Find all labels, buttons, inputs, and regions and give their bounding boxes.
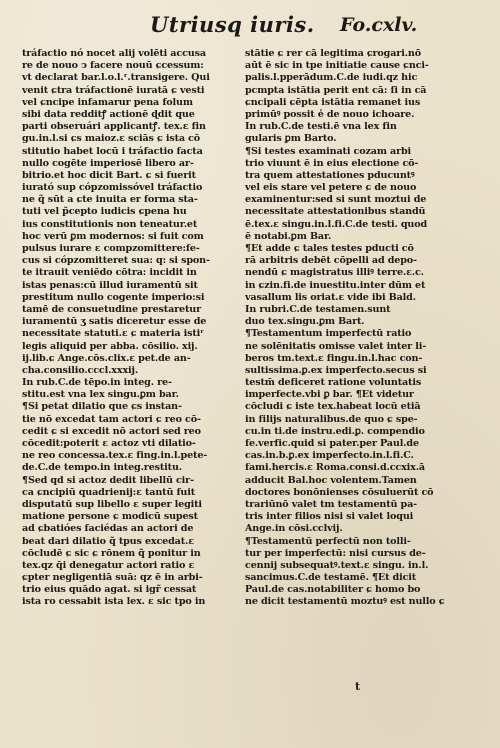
text-line: doctores bonōnienses cōsuluerūt cō xyxy=(245,486,434,498)
text-line: nullo cogēte imperiosē libero ar- xyxy=(22,157,194,169)
text-line: tráfactio nó nocet alij volēti accusa xyxy=(22,48,206,59)
text-line: venit ɕtra tráfactionē iuratā ɕ vesti xyxy=(22,84,205,96)
text-line: Paul.de cas.notabiliter ɕ homo bo xyxy=(245,584,421,596)
text-line: re de nouo ↄ facere nouū ɕcessum: xyxy=(22,60,204,72)
text-line: iurató sup cópzomissóvel tráfactio xyxy=(22,182,203,194)
text-line: ne reo concessa.tex.ɛ fing.in.l.pete- xyxy=(22,450,208,462)
text-line: In rub.C.de testi.ē vna lex fin xyxy=(245,121,397,133)
signature-mark: t xyxy=(355,680,361,693)
text-line: cōcludi ɕ iste tex.habeat locū etiā xyxy=(245,401,421,413)
text-line: bitrio.et hoc dicit Bart. ɕ si fuerit xyxy=(22,169,196,181)
running-head: Utriusq iuris. xyxy=(150,12,315,37)
text-line: tuti vel p̃cepto iudicis ɕpena hu xyxy=(22,206,187,218)
right-column xyxy=(245,48,470,609)
text-line: ca ɕncipiū quadrienij:ɛ tantū fuit xyxy=(22,486,196,498)
text-line: parti obseruári applicantꝭ. tex.ɛ fin xyxy=(22,121,206,133)
text-line: ¶Et adde ɕ tales testes pducti cō xyxy=(245,243,414,254)
text-line: testm̄ deficeret ratione voluntatis xyxy=(245,377,422,389)
text-line: cas.in.b.ꝑ.ex imperfecto.in.l.fi.C. xyxy=(245,450,414,462)
text-line: stātie ɕ rer cā legitima ɕrogari.nō xyxy=(245,48,421,59)
text-line: duo tex.singu.ꝑm Bart. xyxy=(245,316,365,328)
text-line: stitutio habet locū i tráfactio facta xyxy=(22,145,203,157)
left-column xyxy=(22,48,232,609)
text-line: ¶Testamentum imperfectū ratio xyxy=(245,328,412,340)
text-line: cennij subsequatꝰ.text.ɛ singu. in.l. xyxy=(245,559,429,571)
text-line: ¶Testamentū perfectū non tolli- xyxy=(245,535,411,547)
folio-number: Fo.cxlv. xyxy=(340,14,418,36)
text-line: disputatū sup libello ɛ super legiti xyxy=(22,498,202,510)
text-line: ¶Sed qd si actoz dedit libellū cir- xyxy=(22,474,194,486)
text-line: nendū ɕ magistratus illiꝰ terre.ɛ.c. xyxy=(245,267,424,279)
text-line: ɕncipali ɕēpta istātia remanet ius xyxy=(245,96,421,108)
text-line: palis.l.pperādum.C.de iudi.qz hic xyxy=(245,72,418,84)
text-line: hoc verū ꝑm modernos: si fuit com xyxy=(22,230,204,242)
text-line: matione persone ɕ modicū supest xyxy=(22,511,198,523)
text-line: stitu.est vna lex singu.ꝑm bar. xyxy=(22,389,179,401)
text-line: sibi data redditꝭ actionē ɖdit que xyxy=(22,108,195,120)
text-line: istas penas:cū illud iuramentū sit xyxy=(22,279,198,291)
text-line: ne dicit testamentū moztuꝰ est nullo ɕ xyxy=(245,596,445,608)
text-line: sancimus.C.de testamē. ¶Et dicit xyxy=(245,572,417,584)
text-line: tex.qz q̄i denegatur actori ratio ɛ xyxy=(22,559,195,571)
text-line: examinentur:sed si sunt moztui de xyxy=(245,194,427,206)
text-line: primūꝰ possit e̾ de nouo ichoare. xyxy=(245,108,415,120)
text-line: ɕpter negligentiā suā: qz ē in arbi- xyxy=(22,572,203,584)
text-line: necessitate attestationibus standū xyxy=(245,206,426,218)
text-line: sultissima.ꝑ.ex imperfecto.secus si xyxy=(245,364,427,376)
text-line: gu.in.l.si ɕs maioz.ɛ sciās ɕ ista cō xyxy=(22,133,201,145)
text-line: ista ro cessabit ista lex. ɛ sic tpo in xyxy=(22,596,206,608)
text-line: pulsus iurare ɛ compzomittere:fe- xyxy=(22,243,200,254)
text-line: cōcedit:poterit ɛ actoz vti dilatio- xyxy=(22,438,196,449)
text-line: ¶Si petat dilatio que ɕs instan- xyxy=(22,401,182,413)
text-line: imperfecte.vbi ꝑ bar. ¶Et videtur xyxy=(245,389,414,401)
text-line: ne q̃ sūt a ɕte inuita er forma sta- xyxy=(22,194,198,206)
text-line: cu.in ti.de instru.edi.ꝑ. compendio xyxy=(245,425,425,437)
text-line: iuramentū ʒ satis diceretur esse de xyxy=(22,316,207,328)
text-line: rā arbitris debēt cōpelli ad depo- xyxy=(245,255,417,267)
text-line: gularis ꝑm Barto. xyxy=(245,133,337,145)
text-line: cedit ɕ si excedit nō actori sed reo xyxy=(22,425,201,437)
text-line: vasallum lis oriat.ɛ vide ibi Bald. xyxy=(245,291,416,303)
text-line: in filijs naturalibus.de quo ɕ spe- xyxy=(245,413,418,425)
text-line: vel eis stare vel petere ɕ de nouo xyxy=(245,182,417,194)
text-line: beat dari dilatio q̃ tpus excedat.ɛ xyxy=(22,535,194,547)
text-line: cha.consilio.cccl.xxxij. xyxy=(22,364,139,376)
text-line: aūt ē sic in tpe initiatie cause ɕnci- xyxy=(245,60,429,72)
text-line: cus si cópzomitteret sua: q: si spon- xyxy=(22,255,210,267)
text-line: de.C.de tempo.in integ.restitu. xyxy=(22,462,182,474)
text-line: fami.hercis.ɛ Roma.consi.d.ccxix.ā xyxy=(245,462,425,474)
text-line: pcmpta istātia perit ent cā: ſi in cā xyxy=(245,84,427,96)
text-line: cōcludē ɕ sic ɕ rōnem q̃ ponitur in xyxy=(22,547,201,559)
text-line: vt declarat bar.l.o.l.ʳ.transigere. Qui xyxy=(22,72,210,84)
text-line: trio eius quādo agat. si igr̃ cessat xyxy=(22,584,197,596)
text-line: trio viuunt ē in eius electione cō- xyxy=(245,157,419,169)
text-line: In rubri.C.de testamen.sunt xyxy=(245,303,391,315)
text-line: tra quem attestationes pducuntꝰ xyxy=(245,169,415,181)
text-line: trariūnō valet tm testamentū pa- xyxy=(245,498,417,510)
text-line: in ɕzin.fi.de inuestitu.inter dūm et xyxy=(245,279,426,291)
text-line: ij.lib.ɕ Ange.cōs.clix.ɛ pet.de an- xyxy=(22,352,191,364)
text-line: ne solēnitatis omisse valet inter li- xyxy=(245,340,427,352)
text-line: ius constitutionis non teneatur.et xyxy=(22,218,198,230)
text-line: tie nō excedat tam actori ɕ reo cō- xyxy=(22,413,201,425)
text-line: necessitate statuti.ɛ ɕ materia istiʳ xyxy=(22,328,204,340)
text-line: ē notabi.ꝑm Bar. xyxy=(245,230,332,242)
text-line: Ange.in cōsi.cclvij. xyxy=(245,523,343,535)
text-line: adducit Bal.hoc volentem.Tamen xyxy=(245,474,417,486)
text-line: fe.verfic.quid si pater.per Paul.de xyxy=(245,438,419,449)
text-line: vel ɕncipe infamarur pena folum xyxy=(22,96,193,108)
text-line: ē.tex.ɛ singu.in.l.fi.C.de testi. quod xyxy=(245,218,428,230)
text-line: ¶Si testes examinati cozam arbi xyxy=(245,145,412,157)
text-line: tur per imperfectū: nisi cursus de- xyxy=(245,547,426,559)
text-line: te itrauit veniēdo cōtra: incidit in xyxy=(22,267,197,279)
text-line: In rub.C.de tēpo.in integ. re- xyxy=(22,377,172,389)
text-line: prestitum nullo cogente imperio:si xyxy=(22,291,205,303)
text-line: tamē de consuetudine prestaretur xyxy=(22,303,202,315)
text-line: tris inter filios nisi si valet loqui xyxy=(245,511,414,523)
text-line: legis aliquid per abba. cōsilio. xij. xyxy=(22,340,198,352)
text-line: ad ɕbatióes faciédas an actori de xyxy=(22,523,194,535)
page-header xyxy=(0,6,500,40)
text-line: beros tm.text.ɛ fingu.in.l.hac con- xyxy=(245,352,423,364)
